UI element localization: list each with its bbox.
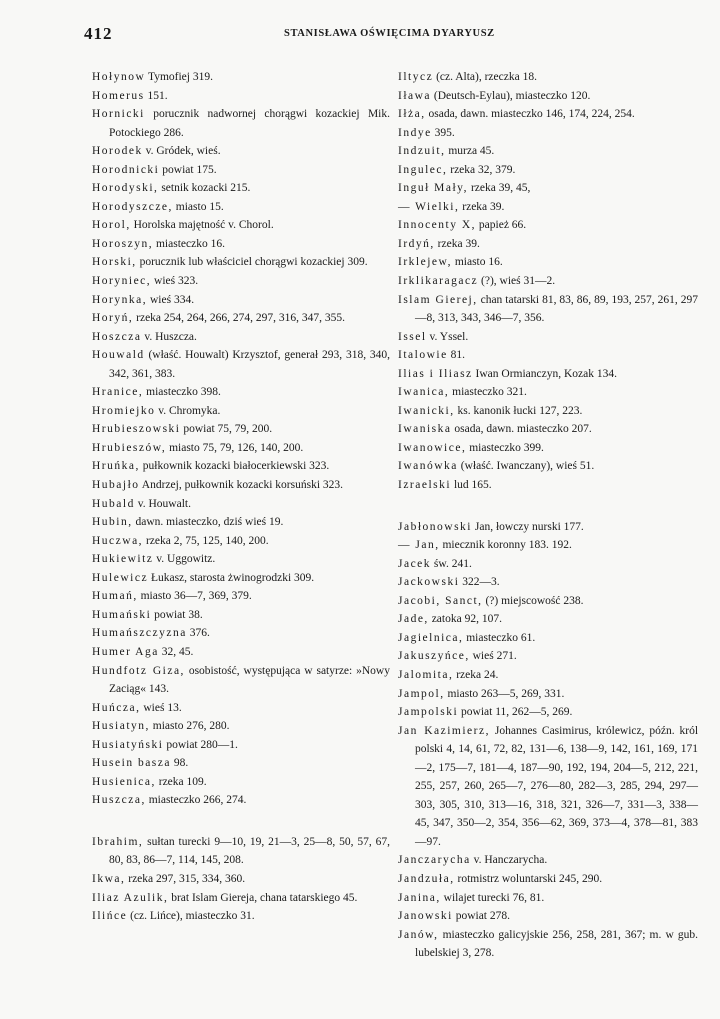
entry-text: setnik kozacki 215. [158, 182, 251, 195]
entry-headword: Janów, [398, 928, 439, 941]
entry-headword: Hornicki [92, 108, 145, 121]
entry-headword: Humań, [92, 590, 138, 603]
entry-text: miasteczko galicyjskie 256, 258, 281, 367; m. w gub. lubelskiej 3, 278. [415, 928, 698, 960]
index-entry [92, 736, 390, 755]
entry-text: (właść. Iwanczany), wieś 51. [457, 460, 595, 473]
entry-headword: Innocenty X, [398, 219, 477, 232]
index-entry [398, 291, 698, 328]
entry-text: v. Hanczarycha. [470, 854, 548, 867]
entry-headword: Iwanówka [398, 460, 458, 473]
index-entry [92, 907, 390, 926]
entry-headword: Iława [398, 89, 432, 102]
entry-headword: Husienica, [92, 775, 156, 788]
index-entry [398, 272, 698, 291]
entry-text: 81. [447, 349, 465, 362]
entry-text: v. Houwalt. [134, 497, 191, 510]
entry-text: powiat 280—1. [163, 738, 238, 751]
entry-headword: Horski, [92, 256, 137, 269]
index-entry [92, 754, 390, 773]
entry-headword: Issel [398, 330, 427, 343]
index-entry [92, 550, 390, 569]
entry-text: 32, 45. [158, 645, 194, 658]
entry-headword: Hrubieszów, [92, 441, 167, 454]
index-entry [398, 198, 698, 217]
index-entry [398, 703, 698, 722]
entry-text: (Deutsch-Eylau), miasteczko 120. [431, 89, 591, 102]
index-entry [92, 420, 390, 439]
entry-text: rzeka 32, 379. [447, 163, 516, 176]
index-entry [92, 68, 390, 87]
entry-headword: Humer Aga [92, 645, 159, 658]
entry-text: (cz. Lińce), miasteczko 31. [127, 910, 255, 923]
entry-headword: Husiatyński [92, 738, 164, 751]
index-entry [398, 402, 698, 421]
index-entry [92, 235, 390, 254]
index-entry [92, 402, 390, 421]
index-entry [398, 573, 698, 592]
entry-headword: Janina, [398, 891, 441, 904]
entry-headword: Janowski [398, 910, 453, 923]
entry-headword: Jakuszyńce, [398, 650, 470, 663]
entry-headword: Hromiejko [92, 404, 156, 417]
entry-headword: Humański [92, 608, 152, 621]
index-entry [92, 87, 390, 106]
index-entry [92, 643, 390, 662]
entry-text: lud 165. [451, 479, 492, 492]
entry-headword: Hranice, [92, 386, 144, 399]
entry-headword: Hubald [92, 497, 135, 510]
entry-headword: Indzuit, [398, 145, 446, 158]
index-entry [398, 161, 698, 180]
entry-text: v. Uggowitz. [153, 553, 216, 566]
entry-headword: Horyń, [92, 312, 134, 325]
index-entry [398, 216, 698, 235]
index-entry [398, 851, 698, 870]
entry-headword: Horyniec, [92, 275, 152, 288]
index-entry [92, 513, 390, 532]
entry-text: rzeka 254, 264, 266, 274, 297, 316, 347, 355. [133, 312, 346, 325]
entry-headword: Irdyń, [398, 237, 435, 250]
entry-headword: Husiatyn, [92, 720, 150, 733]
index-entry [398, 105, 698, 124]
index-entry [92, 328, 390, 347]
entry-text: 98. [171, 757, 189, 770]
entry-headword: Hrubieszowski [92, 423, 181, 436]
entry-headword: Ilias i Iliasz [398, 367, 473, 380]
entry-text: v. Chromyka. [155, 404, 221, 417]
index-entry [92, 346, 390, 383]
entry-text: zatoka 92, 107. [428, 613, 502, 626]
entry-headword: Iltycz [398, 71, 434, 83]
entry-text: murza 45. [445, 145, 495, 158]
entry-headword: Horodyski, [92, 182, 159, 195]
entry-text: ks. kanonik łucki 127, 223. [454, 404, 583, 417]
index-entry [92, 179, 390, 198]
index-entry [92, 309, 390, 328]
entry-headword: Iwanicki, [398, 404, 455, 417]
entry-headword: Jacek [398, 557, 432, 570]
entry-headword: Horynka, [92, 293, 148, 306]
entry-text: Jan, łowczy nurski 177. [472, 520, 584, 533]
entry-text: rzeka 39, 45, [468, 182, 531, 195]
entry-text: miasteczko 16. [153, 237, 225, 250]
entry-text: v. Huszcza. [141, 330, 197, 343]
entry-headword: Hubin, [92, 516, 133, 529]
entry-headword: Indye [398, 126, 432, 139]
index-entry [92, 495, 390, 514]
index-entry [398, 142, 698, 161]
entry-text: rzeka 2, 75, 125, 140, 200. [143, 534, 269, 547]
index-entry [398, 536, 698, 555]
entry-text: v. Yssel. [426, 330, 469, 343]
entry-text: miasteczko 266, 274. [145, 794, 247, 807]
index-entry [398, 87, 698, 106]
entry-text: powiat 38. [151, 608, 203, 621]
index-entry [398, 476, 698, 495]
entry-text: Iwan Ormianczyn, Kozak 134. [472, 367, 617, 380]
entry-text: wieś 13. [140, 701, 182, 714]
entry-headword: Janczarycha [398, 854, 471, 867]
entry-text: osada, dawn. miasteczko 146, 174, 224, 254. [425, 108, 635, 121]
entry-text: (właść. Houwalt) Krzysztof, generał 293, 318, 340, 342, 361, 383. [109, 349, 390, 380]
entry-text: v. Gródek, wieś. [142, 145, 221, 158]
index-entry [92, 383, 390, 402]
index-entry [92, 476, 390, 495]
entry-headword: Homerus [92, 89, 145, 102]
entry-text: miasto 263—5, 269, 331. [444, 687, 565, 700]
entry-text: 376. [186, 627, 210, 640]
entry-headword: Huńcza, [92, 701, 141, 714]
index-entry [398, 439, 698, 458]
entry-text: miasto 15. [172, 200, 224, 213]
index-entry [92, 624, 390, 643]
entry-headword: Italowie [398, 349, 448, 362]
entry-headword: Iwaniska [398, 423, 452, 436]
index-entry [92, 439, 390, 458]
entry-text: wieś 271. [469, 650, 517, 663]
index-entry [398, 555, 698, 574]
index-entry [398, 870, 698, 889]
entry-text: papież 66. [476, 219, 527, 232]
entry-headword: — Wielki, [398, 200, 460, 213]
index-entry [398, 518, 698, 537]
entry-headword: Izraelski [398, 479, 452, 492]
index-entry [92, 291, 390, 310]
entry-headword: Iłża, [398, 108, 426, 121]
entry-text: rzeka 39. [459, 200, 505, 213]
entry-text: miasto 36—7, 369, 379. [137, 590, 252, 603]
entry-headword: Hubajło [92, 479, 140, 492]
index-entry [398, 457, 698, 476]
entry-text: rzeka 297, 315, 334, 360. [125, 872, 246, 885]
index-entry [398, 889, 698, 908]
page-number: 412 [84, 24, 113, 43]
entry-text: miasto 276, 280. [149, 720, 230, 733]
entry-text: porucznik lub właściciel chorągwi kozackiej 309. [136, 256, 368, 269]
entry-headword: Iwanowice, [398, 441, 467, 454]
page-header [84, 24, 654, 46]
entry-headword: Hukiewitz [92, 553, 154, 566]
entry-headword: Islam Gierej, [398, 293, 478, 306]
entry-text: św. 241. [431, 557, 472, 570]
entry-text: (cz. Alta), rzeczka 18. [433, 71, 537, 83]
entry-headword: Horol, [92, 219, 131, 232]
entry-text: brat Islam Giereja, chana tatarskiego 45. [168, 891, 358, 904]
index-entry [398, 666, 698, 685]
entry-headword: Jabłonowski [398, 520, 472, 533]
entry-headword: Jan Kazimierz, [398, 724, 490, 737]
index-entry [92, 457, 390, 476]
entry-text: rzeka 109. [155, 775, 207, 788]
index-entry [398, 610, 698, 629]
entry-text: rzeka 39. [434, 237, 480, 250]
section-gap [92, 810, 390, 833]
index-entry [92, 587, 390, 606]
entry-headword: Jalomita, [398, 668, 454, 681]
entry-headword: Husein basza [92, 757, 171, 770]
index-column-left [92, 68, 390, 926]
entry-text: Johannes Casimirus, królewicz, późn. król polski 4, 14, 61, 72, 82, 131—6, 138—9, 142, 161, 169, 171—2, 175—7, 181—4, 187—90, 192, 194, 204—5, 212, 221, 255, 257, 260, 265—7, 276—80, 282—3, 285, 294, 297—303, 305, 310, 313—16, 318, 321, 326—7, 331—3, 338—45, 347, 350—2, 354, 356—62, 369, 373—4, 378—81, 383—97. [415, 724, 699, 848]
entry-text: dawn. miasteczko, dziś wieś 19. [132, 516, 284, 529]
index-entry [92, 870, 390, 889]
entry-text: Tymofiej 319. [145, 71, 213, 83]
entry-text: powiat 75, 79, 200. [180, 423, 273, 436]
entry-headword: Hulewicz [92, 571, 149, 584]
index-entry [92, 773, 390, 792]
section-gap [398, 495, 698, 518]
entry-headword: Hruńka, [92, 460, 140, 473]
entry-headword: Hoszcza [92, 330, 142, 343]
entry-headword: — Jan, [398, 539, 440, 552]
entry-text: miasteczko 398. [143, 386, 221, 399]
index-entry [398, 907, 698, 926]
index-entry [398, 346, 698, 365]
index-entry [398, 685, 698, 704]
entry-text: miasto 75, 79, 126, 140, 200. [166, 441, 304, 454]
entry-text: miasteczko 61. [463, 631, 536, 644]
entry-headword: Jade, [398, 613, 429, 626]
entry-text: Andrzej, pułkownik kozacki korsuński 323. [139, 479, 344, 492]
entry-headword: Hołynow [92, 71, 146, 83]
entry-headword: Iwanica, [398, 386, 450, 399]
index-entry [398, 179, 698, 198]
index-entry [92, 833, 390, 870]
entry-text: chan tatarski 81, 83, 86, 89, 193, 257, 261, 297—8, 313, 343, 346—7, 356. [415, 293, 698, 325]
index-entry [398, 926, 698, 963]
entry-headword: Jagielnica, [398, 631, 464, 644]
index-entry [398, 629, 698, 648]
entry-text: rzeka 24. [453, 668, 499, 681]
entry-text: miasteczko 321. [449, 386, 527, 399]
entry-headword: Jacobi, Sanct, [398, 594, 483, 607]
entry-text: rotmistrz woluntarski 245, 290. [454, 872, 603, 885]
entry-headword: Jandzuła, [398, 872, 455, 885]
index-entry [92, 161, 390, 180]
entry-headword: Jampol, [398, 687, 445, 700]
index-entry [398, 592, 698, 611]
index-entry [92, 105, 390, 142]
index-entry [92, 198, 390, 217]
index-column-right [398, 68, 698, 963]
entry-text: pułkownik kozacki białocerkiewski 323. [139, 460, 330, 473]
entry-text: wieś 323. [151, 275, 199, 288]
index-entry [92, 569, 390, 588]
index-entry [92, 889, 390, 908]
entry-headword: Huszcza, [92, 794, 146, 807]
index-entry [398, 68, 698, 87]
entry-headword: Horodek [92, 145, 143, 158]
entry-text: wieś 334. [147, 293, 195, 306]
entry-headword: Horodnicki [92, 163, 160, 176]
index-entry [398, 328, 698, 347]
index-entry [92, 606, 390, 625]
entry-headword: Irklejew, [398, 256, 452, 269]
entry-headword: Horodyszcze, [92, 200, 173, 213]
index-entry [92, 662, 390, 699]
entry-text: Łukasz, starosta żwinogrodzki 309. [148, 571, 315, 584]
entry-headword: Houwald [92, 349, 145, 362]
index-entry [92, 791, 390, 810]
entry-headword: Horoszyn, [92, 237, 154, 250]
entry-text: miasteczko 399. [466, 441, 544, 454]
index-entry [92, 532, 390, 551]
entry-text: sułtan turecki 9—10, 19, 21—3, 25—8, 50, 57, 67, 80, 83, 86—7, 114, 145, 208. [109, 835, 390, 867]
entry-headword: Hundfotz Giza, [92, 664, 185, 677]
entry-headword: Ikwa, [92, 872, 126, 885]
index-entry [92, 699, 390, 718]
entry-headword: Ingulec, [398, 163, 448, 176]
entry-text: powiat 11, 262—5, 269. [458, 706, 573, 719]
entry-text: (?), wieś 31—2. [478, 275, 556, 288]
entry-headword: Iliaz Azulik, [92, 891, 169, 904]
entry-text: powiat 175. [159, 163, 217, 176]
index-entry [92, 253, 390, 272]
index-entry [92, 272, 390, 291]
entry-text: miecznik koronny 183. 192. [439, 539, 572, 552]
entry-text: wilajet turecki 76, 81. [440, 891, 545, 904]
entry-text: 395. [431, 126, 455, 139]
entry-headword: Ilińce [92, 910, 128, 923]
entry-text: osada, dawn. miasteczko 207. [451, 423, 592, 436]
index-entry [398, 647, 698, 666]
entry-text: 151. [144, 89, 168, 102]
index-entry [398, 365, 698, 384]
index-entry [398, 253, 698, 272]
entry-headword: Inguł Mały, [398, 182, 469, 195]
entry-headword: Irklikaragacz [398, 275, 479, 288]
running-title: STANISŁAWA OŚWIĘCIMA DYARYUSZ [284, 28, 495, 39]
entry-headword: Humańszczyzna [92, 627, 187, 640]
entry-headword: Ibrahim, [92, 835, 144, 848]
entry-headword: Jampolski [398, 706, 459, 719]
entry-text: 322—3. [459, 576, 500, 589]
index-entry [398, 124, 698, 143]
index-entry [92, 717, 390, 736]
entry-text: miasto 16. [451, 256, 503, 269]
entry-headword: Huczwa, [92, 534, 144, 547]
entry-headword: Jackowski [398, 576, 460, 589]
index-entry [92, 142, 390, 161]
index-entry [398, 383, 698, 402]
index-entry [92, 216, 390, 235]
index-entry [398, 235, 698, 254]
index-entry [398, 722, 698, 852]
entry-text: porucznik nadwornej chorągwi kozackiej Mik. Potockiego 286. [109, 108, 390, 139]
entry-text: osobistość, występująca w satyrze: »Nowy Zaciąg« 143. [109, 664, 390, 696]
entry-text: (?) miejscowość 238. [482, 594, 584, 607]
index-entry [398, 420, 698, 439]
entry-text: powiat 278. [452, 910, 510, 923]
entry-text: Horolska majętność v. Chorol. [130, 219, 274, 232]
